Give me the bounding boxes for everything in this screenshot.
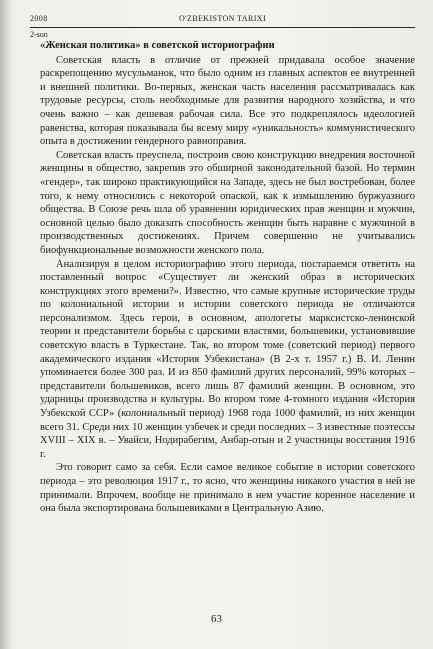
paragraph: Это говорит само за себя. Если самое великое событие в истории советского периода – это революция 1917 г., то ясно, что женщины никакого участия в ней не принимали. Впрочем, вообще не принимало в нем участие коренное население и она была экспортирована большевиками в Центральную Азию. [40, 462, 415, 515]
paragraph: Советская власть преуспела, построив свою конструкцию внедрения восточной женщины в общество, закрепив это обширной законодательной базой. Но термин «гендер», так широко практикующийся на Западе, здесь не был востребован, более того, к нему относились с некоторой опаской, как к измышлению буржуазного общества. В Союзе речь шла об уравнении юридических прав женщин и мужчин, основной целью было доказать способность женщин быть наравне с мужчиной в производственных достижениях. Причем совершенно не учитывались биофункциональные возможности женского пола. [40, 149, 415, 256]
section-heading: «Женская политика» в советской историографии [40, 40, 275, 51]
paragraph: Анализируя в целом историографию этого периода, постараемся ответить на поставленный вопрос «Существует ли женский образ в исторических конструкциях этого времени?». Известно, что самые крупные исторические труды по колониальной истории и истории советского периода не отличаются персонализмом. Здесь герои, в основном, апологеты марксистско-ленинской теории и представители борьбы с царскими властями, большевики, установившие советскую власть в Туркестане. Так, во втором томе (советский период) первого академического издания «История Узбекистана» (В 2-х т. 1957 г.) В. И. Ленин упоминается более 300 раз. И из 850 фамилий других персоналий, 99% которых – представители большевиков, всего лишь 87 фамилий женщин. В основном, это ударницы производства и культуры. Во втором томе 4-томного издания «История Узбекской ССР» (колониальный период) 1968 года 1000 фамилий, из них женщин всего 31. Среди них 10 женщин узбечек и среди последних – 3 известные поэтессы XVIII – XIX в. – Увайси, Нодирабегим, Анбар-отын и 2 участницы восстания 1916 г. [40, 258, 415, 460]
header-issue: 2-son [30, 30, 48, 39]
page-number: 63 [211, 613, 222, 625]
header-journal-title: O'ZBEKISTON TARIXI [178, 14, 267, 23]
article-body [40, 39, 415, 516]
binding-shadow [0, 0, 10, 649]
running-header [30, 12, 415, 26]
header-year: 2008 [30, 14, 48, 23]
header-rule [30, 27, 415, 28]
paragraph: Советская власть в отличие от прежней придавала особое значение раскрепощению мусульманок, что было одним из главных аспектов ее внутренней и внешней политики. Во-первых, женская часть населения рассматривалась как трудовые ресурсы, столь необходимые для развития народного хозяйства, и что очень важно – как дешевая рабочая сила. Все это подкреплялось идеологией равенства, которая показывала бы всему миру «уникальность» коммунистического опыта в достижении гендерного равноправия. [40, 54, 415, 148]
